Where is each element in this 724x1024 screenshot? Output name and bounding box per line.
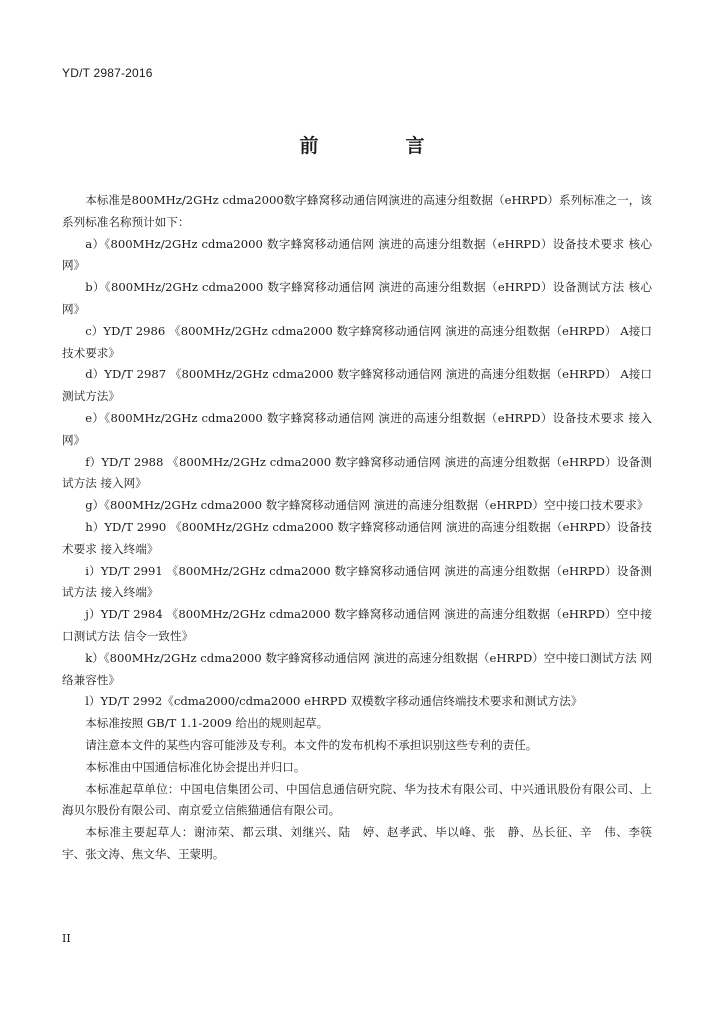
- list-item-f: f）YD/T 2988 《800MHz/2GHz cdma2000 数字蜂窝移动通信网 演进的高速分组数据（eHRPD）设备测试方法 接入网》: [62, 454, 652, 491]
- paragraph-patent-notice: 请注意本文件的某些内容可能涉及专利。本文件的发布机构不承担识别这些专利的责任。: [85, 737, 538, 752]
- list-item-d: d）YD/T 2987 《800MHz/2GHz cdma2000 数字蜂窝移动通信网 演进的高速分组数据（eHRPD） A接口测试方法》: [62, 367, 652, 404]
- list-item-k: k）《800MHz/2GHz cdma2000 数字蜂窝移动通信网 演进的高速分组数据（eHRPD）空中接口测试方法 网络兼容性》: [62, 650, 652, 687]
- list-item-e: e）《800MHz/2GHz cdma2000 数字蜂窝移动通信网 演进的高速分组数据（eHRPD）设备技术要求 接入网》: [62, 410, 652, 447]
- list-item-i: i）YD/T 2991 《800MHz/2GHz cdma2000 数字蜂窝移动通信网 演进的高速分组数据（eHRPD）设备测试方法 接入终端》: [62, 563, 652, 600]
- paragraph-drafters: 本标准主要起草人：谢沛荣、都云琪、刘继兴、陆 婷、赵孝武、毕以峰、张 静、丛长征、辛 伟、李筷宇、张文涛、焦文华、王蒙明。: [62, 825, 652, 861]
- page-number: II: [62, 932, 71, 945]
- paragraph-drafting-rules: 本标准按照 GB/T 1.1-2009 给出的规则起草。: [85, 716, 329, 731]
- paragraph-proposer: 本标准由中国通信标准化协会提出并归口。: [85, 759, 306, 774]
- list-item-l: l）YD/T 2992《cdma2000/cdma2000 eHRPD 双模数字移动通信终端技术要求和测试方法》: [85, 694, 583, 709]
- section-title: 前 言: [299, 135, 459, 157]
- list-item-j: j）YD/T 2984 《800MHz/2GHz cdma2000 数字蜂窝移动通信网 演进的高速分组数据（eHRPD）空中接口测试方法 信令一致性》: [62, 607, 652, 643]
- list-item-b: b）《800MHz/2GHz cdma2000 数字蜂窝移动通信网 演进的高速分组数据（eHRPD）设备测试方法 核心网》: [62, 280, 652, 316]
- document-code-header: YD/T 2987-2016: [62, 66, 153, 80]
- foreword-body: [62, 190, 652, 866]
- paragraph-intro: 本标准是800MHz/2GHz cdma2000数字蜂窝移动通信网演进的高速分组数据（eHRPD）系列标准之一，该系列标准名称预计如下：: [62, 193, 652, 229]
- list-item-g: g）《800MHz/2GHz cdma2000 数字蜂窝移动通信网 演进的高速分组数据（eHRPD）空中接口技术要求》: [85, 498, 649, 513]
- list-item-c: c）YD/T 2986 《800MHz/2GHz cdma2000 数字蜂窝移动通信网 演进的高速分组数据（eHRPD） A接口技术要求》: [62, 323, 652, 360]
- list-item-h: h）YD/T 2990 《800MHz/2GHz cdma2000 数字蜂窝移动通信网 演进的高速分组数据（eHRPD）设备技术要求 接入终端》: [62, 519, 652, 556]
- paragraph-drafting-units: 本标准起草单位：中国电信集团公司、中国信息通信研究院、华为技术有限公司、中兴通讯股份有限公司、上海贝尔股份有限公司、南京爱立信熊猫通信有限公司。: [62, 781, 652, 818]
- list-item-a: a）《800MHz/2GHz cdma2000 数字蜂窝移动通信网 演进的高速分组数据（eHRPD）设备技术要求 核心网》: [62, 236, 652, 273]
